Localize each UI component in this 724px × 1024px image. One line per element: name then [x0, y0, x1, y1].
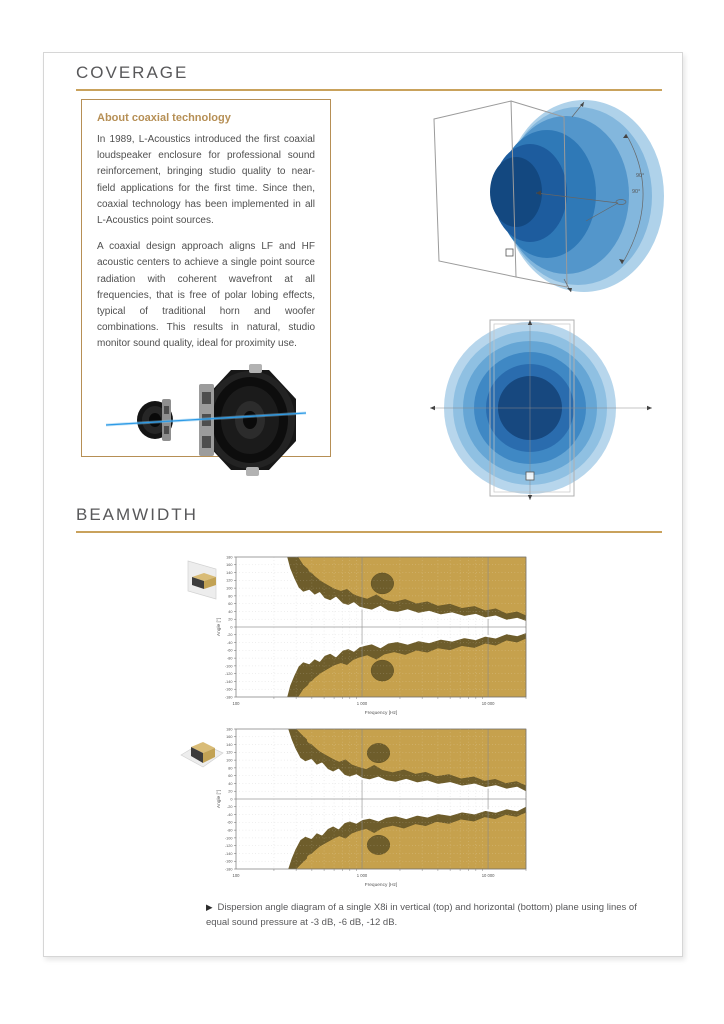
- about-coaxial-box: [81, 99, 331, 457]
- svg-text:Frequency [Hz]: Frequency [Hz]: [364, 883, 398, 888]
- front-reference-square-marker: [526, 472, 534, 480]
- svg-text:Angle [°]: Angle [°]: [217, 617, 222, 637]
- svg-text:-80: -80: [227, 656, 233, 661]
- beamwidth-section-header: [76, 505, 662, 533]
- svg-text:0: 0: [230, 797, 233, 802]
- beamwidth-title: BEAMWIDTH: [76, 505, 662, 533]
- coverage-front-view-figure: [426, 315, 658, 507]
- svg-text:100: 100: [226, 758, 233, 763]
- svg-text:0: 0: [230, 625, 233, 630]
- svg-text:120: 120: [226, 750, 233, 755]
- svg-text:160: 160: [226, 735, 233, 740]
- svg-text:-20: -20: [227, 633, 233, 638]
- svg-text:60: 60: [228, 774, 233, 779]
- svg-text:-20: -20: [227, 805, 233, 810]
- about-box-title: About coaxial technology: [97, 112, 231, 124]
- svg-text:80: 80: [228, 766, 233, 771]
- svg-text:1 000: 1 000: [356, 873, 368, 878]
- caption-text: Dispersion angle diagram of a single X8i in vertical (top) and horizontal (bottom) plane using lines of equal sound pressure at -3 dB, -6 dB, -12 dB.: [206, 902, 637, 928]
- svg-text:100: 100: [232, 873, 240, 878]
- coverage-angle-label-1: 90°: [636, 173, 645, 179]
- svg-text:180: 180: [226, 555, 233, 560]
- svg-text:-40: -40: [227, 813, 233, 817]
- svg-text:-100: -100: [224, 664, 233, 669]
- svg-text:-160: -160: [224, 687, 233, 692]
- coverage-section-header: [76, 63, 662, 91]
- svg-text:Angle [°]: Angle [°]: [217, 789, 222, 809]
- figure-caption: [206, 901, 646, 930]
- page-card: [43, 52, 683, 957]
- svg-text:40: 40: [228, 781, 233, 786]
- svg-text:-60: -60: [227, 648, 233, 653]
- svg-text:-60: -60: [227, 820, 233, 825]
- coaxial-driver-image: [100, 362, 312, 480]
- svg-text:10 000: 10 000: [481, 873, 495, 878]
- svg-text:-140: -140: [224, 851, 233, 856]
- svg-text:-80: -80: [227, 828, 233, 833]
- svg-text:140: 140: [226, 571, 233, 575]
- svg-text:100: 100: [226, 586, 233, 591]
- svg-text:-180: -180: [224, 867, 233, 872]
- svg-text:-140: -140: [224, 679, 233, 684]
- svg-text:180: 180: [226, 727, 233, 732]
- svg-text:120: 120: [226, 578, 233, 583]
- reference-square-marker: [506, 249, 513, 256]
- svg-text:-120: -120: [224, 844, 233, 849]
- svg-text:20: 20: [228, 789, 233, 794]
- svg-text:-100: -100: [224, 836, 233, 841]
- coverage-angle-label-2: 90°: [632, 189, 641, 195]
- svg-text:80: 80: [228, 594, 233, 599]
- svg-text:60: 60: [228, 602, 233, 607]
- svg-text:Frequency [Hz]: Frequency [Hz]: [364, 711, 398, 716]
- svg-text:40: 40: [228, 609, 233, 614]
- svg-text:-160: -160: [224, 859, 233, 864]
- svg-text:160: 160: [226, 563, 233, 568]
- svg-text:20: 20: [228, 617, 233, 622]
- coverage-balloon-figure: [414, 89, 672, 305]
- caption-arrow-icon: ▶: [206, 902, 213, 912]
- svg-text:-40: -40: [227, 641, 233, 645]
- svg-text:-120: -120: [224, 672, 233, 677]
- about-paragraph-1: In 1989, L-Acoustics introduced the first coaxial loudspeaker enclosure for professional sound reinforcement, bringing studio quality to near-field applications for the first time. Since then, coaxial technology has been implemented in all L-Acoustics point sources.: [97, 134, 315, 226]
- about-paragraph-2: A coaxial design approach aligns LF and HF acoustic centers to achieve a single point source radiation with coherent wavefront at all frequencies, that is free of polar lobing effects, typical of traditional horn and woofer combinations. This results in natural, studio monitor sound quality, ideal for proximity use.: [97, 241, 315, 350]
- svg-text:10 000: 10 000: [481, 701, 495, 706]
- svg-text:100: 100: [232, 701, 240, 706]
- svg-text:-180: -180: [224, 695, 233, 700]
- svg-text:1 000: 1 000: [356, 701, 368, 706]
- beamwidth-chart-vertical: [212, 553, 542, 718]
- coverage-title: COVERAGE: [76, 63, 662, 91]
- beamwidth-chart-horizontal: [212, 725, 542, 890]
- svg-text:140: 140: [226, 743, 233, 747]
